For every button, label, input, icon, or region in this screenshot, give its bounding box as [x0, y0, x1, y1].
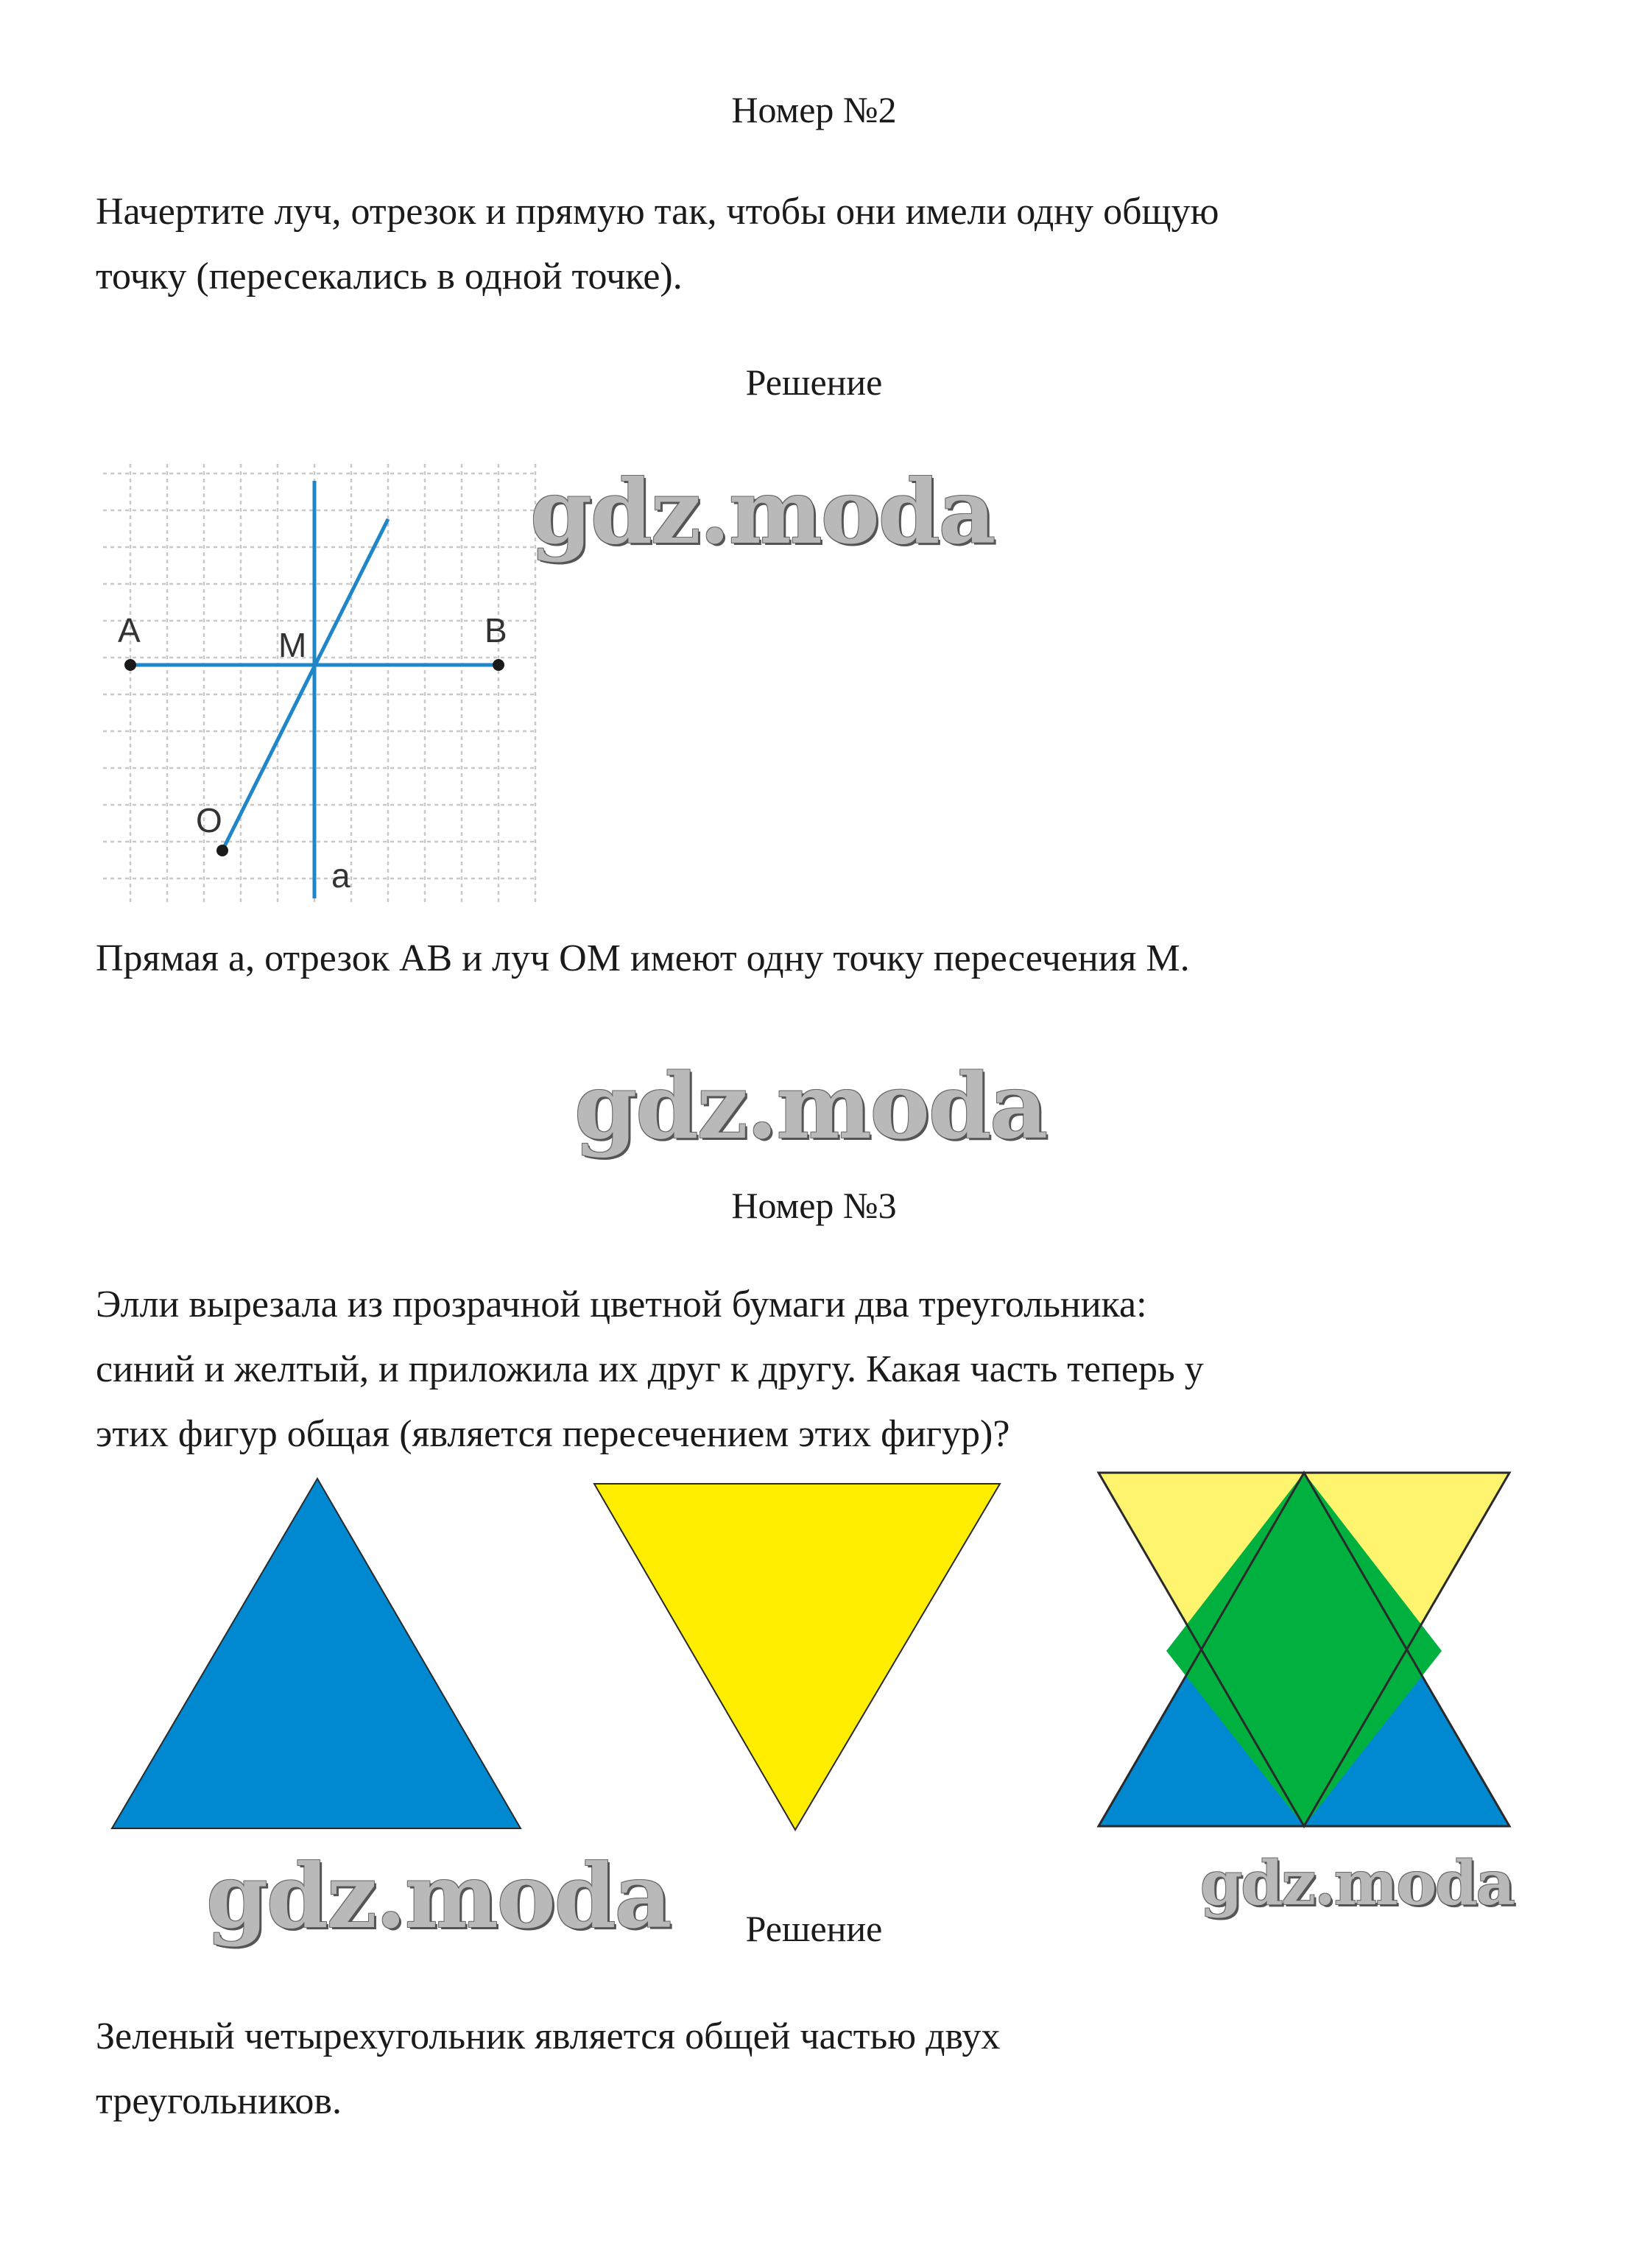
- point-o: [216, 845, 228, 856]
- problem3-statement-line1: Элли вырезала из прозрачной цветной бумаги два треугольника:: [96, 1283, 1147, 1325]
- point-a: [124, 659, 136, 671]
- geometry-diagram: [96, 457, 552, 920]
- problem3-answer: [96, 2004, 1495, 2134]
- triangles-figure: [0, 1465, 1628, 1848]
- label-line-a: a: [331, 856, 350, 895]
- label-m-point: M: [278, 626, 307, 664]
- ray-om: [222, 519, 388, 850]
- watermark: gdz.moda: [530, 460, 995, 564]
- problem3-title: Номер №3: [731, 1185, 897, 1226]
- label-o-point: O: [196, 801, 222, 839]
- problem3-statement-line2: синий и желтый, и приложила их друг к другу. Какая часть теперь у: [96, 1348, 1204, 1390]
- problem3-statement-line3: этих фигур общая (является пересечением этих фигур)?: [96, 1413, 1010, 1455]
- overlap-figure: [1099, 1473, 1509, 1826]
- yellow-triangle: [594, 1484, 1000, 1830]
- label-a-point: A: [118, 611, 141, 649]
- blue-triangle: [112, 1479, 521, 1828]
- problem2-answer: Прямая a, отрезок AB и луч OM имеют одну точку пересечения M.: [96, 937, 1190, 979]
- watermark: gdz.moda: [574, 1053, 1047, 1159]
- problem2-solution-label: Решение: [745, 362, 883, 403]
- label-b-point: B: [484, 611, 507, 649]
- grid: [103, 464, 538, 906]
- problem3-answer-line1: Зеленый четырехугольник является общей частью двух: [96, 2015, 1001, 2057]
- problem2-statement-line2: точку (пересекались в одной точке).: [96, 256, 683, 297]
- watermark: gdz.moda: [1200, 1848, 1514, 1919]
- problem3-answer-line2: треугольников.: [96, 2080, 342, 2122]
- watermark: gdz.moda: [206, 1845, 671, 1948]
- problem2-statement: [96, 180, 1495, 309]
- problem3-statement: [96, 1272, 1495, 1467]
- point-b: [493, 659, 504, 671]
- problem2-title: Номер №2: [731, 89, 897, 130]
- problem2-statement-line1: Начертите луч, отрезок и прямую так, чтобы они имели одну общую: [96, 191, 1219, 233]
- problem3-solution-label: Решение: [745, 1908, 883, 1949]
